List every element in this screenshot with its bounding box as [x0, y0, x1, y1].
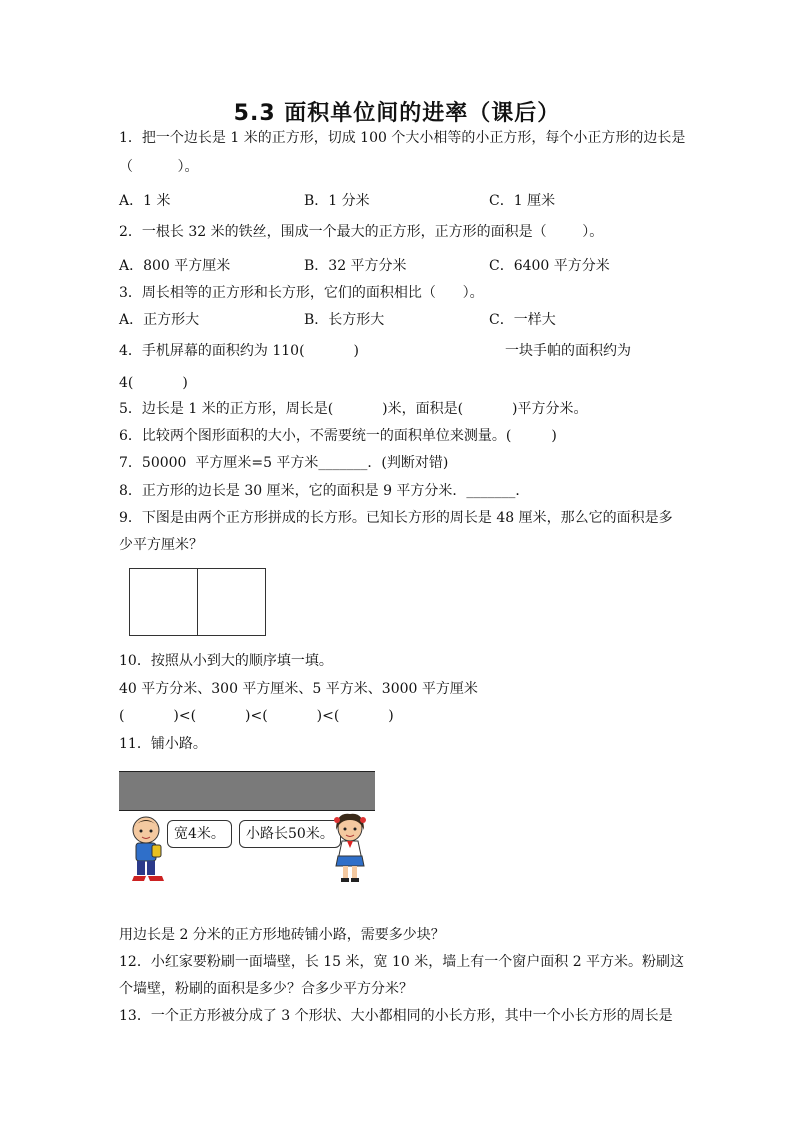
question-2-option-a[interactable]: A．800 平方厘米 — [119, 258, 231, 274]
question-1-line-1: 1．把一个边长是 1 米的正方形，切成 100 个大小相等的小正方形，每个小正方形的边长是 — [119, 130, 686, 146]
question-3-line-1: 3．周长相等的正方形和长方形，它们的面积相比（ ）。 — [119, 285, 484, 301]
question-4-part-1: 4．手机屏幕的面积约为 110( ) — [119, 343, 359, 359]
question-2-option-b[interactable]: B．32 平方分米 — [304, 258, 407, 274]
question-1-option-c[interactable]: C．1 厘米 — [489, 193, 556, 209]
question-1-line-2: （ ）。 — [119, 159, 199, 175]
question-9-line-2: 少平方厘米？ — [119, 537, 203, 553]
question-2-option-c[interactable]: C．6400 平方分米 — [489, 258, 610, 274]
question-10-line-1: 10．按照从小到大的顺序填一填。 — [119, 653, 333, 669]
question-3-option-b[interactable]: B．长方形大 — [304, 312, 385, 328]
boy-speech-bubble: 宽4米。 — [167, 820, 232, 848]
question-11-line-1: 11．铺小路。 — [119, 736, 207, 752]
question-5: 5．边长是 1 米的正方形，周长是( )米，面积是( )平方分米。 — [119, 401, 588, 417]
question-9-line-1: 9．下图是由两个正方形拼成的长方形。已知长方形的周长是 48 厘米，那么它的面积是多 — [119, 510, 673, 526]
boy-illustration — [126, 814, 172, 884]
question-12-line-2: 个墙壁，粉刷的面积是多少？合多少平方分米？ — [119, 981, 413, 997]
question-10-line-2: 40 平方分米、300 平方厘米、5 平方米、3000 平方厘米 — [119, 681, 478, 697]
question-1-option-a[interactable]: A．1 米 — [119, 193, 171, 209]
road-strip-figure — [119, 771, 375, 811]
question-6: 6．比较两个图形面积的大小，不需要统一的面积单位来测量。( ) — [119, 428, 557, 444]
question-7: 7．50000 平方厘米=5 平方米_______．(判断对错) — [119, 455, 449, 471]
question-10-answer-row: ( )<( )<( )<( ) — [119, 708, 394, 724]
question-3-option-c[interactable]: C．一样大 — [489, 312, 556, 328]
question-3-option-a[interactable]: A．正方形大 — [119, 312, 200, 328]
question-12-line-1: 12．小红家要粉刷一面墙壁，长 15 米，宽 10 米，墙上有一个窗户面积 2 平方米。粉刷这 — [119, 954, 685, 970]
question-1-option-b[interactable]: B．1 分米 — [304, 193, 370, 209]
question-8: 8．正方形的边长是 30 厘米，它的面积是 9 平方分米．_______． — [119, 483, 530, 499]
two-squares-rectangle-figure — [129, 568, 266, 636]
question-13-line-1: 13．一个正方形被分成了 3 个形状、大小都相同的小长方形，其中一个小长方形的周长是 — [119, 1008, 673, 1024]
question-2-line-1: 2．一根长 32 米的铁丝，围成一个最大的正方形，正方形的面积是（ ）。 — [119, 224, 604, 240]
question-4-line-2: 4( ) — [119, 375, 188, 391]
question-11-line-2: 用边长是 2 分米的正方形地砖铺小路，需要多少块？ — [119, 927, 445, 943]
question-4-part-2: 一块手帕的面积约为 — [505, 343, 631, 359]
page-title: 5.3 面积单位间的进率（课后） — [233, 101, 561, 126]
girl-illustration — [328, 812, 372, 886]
figure-divider-line — [197, 569, 198, 635]
girl-speech-bubble: 小路长50米。 — [239, 820, 341, 848]
